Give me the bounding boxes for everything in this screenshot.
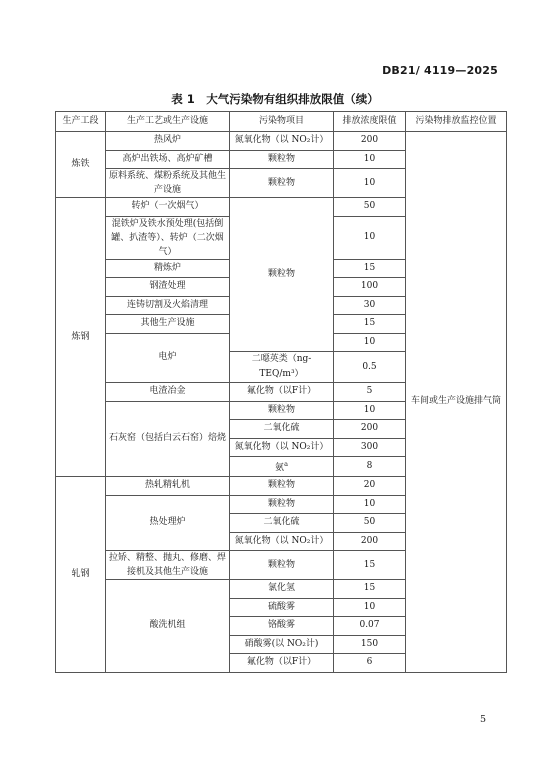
pollutant-cell: 颗粒物 [230,477,334,496]
limit-cell: 10 [334,169,406,198]
limit-cell: 15 [334,315,406,334]
limit-cell: 50 [334,198,406,217]
process-cell: 原料系统、煤粉系统及其他生产设施 [106,169,230,198]
process-cell: 石灰窑（包括白云石窑）焙烧 [106,401,230,477]
column-header: 生产工段 [56,112,106,132]
process-cell: 热轧精轧机 [106,477,230,496]
standard-number: DB21/ 4119—2025 [382,64,498,77]
limit-cell: 10 [334,333,406,352]
pollutant-cell: 氟化物（以F计） [230,383,334,402]
limit-cell: 200 [334,420,406,439]
limit-cell: 15 [334,259,406,278]
limit-cell: 15 [334,580,406,599]
section-iron: 炼铁 [56,132,106,198]
page-number: 5 [479,714,486,725]
footnote-marker: a [284,460,288,468]
process-cell: 电渣冶金 [106,383,230,402]
monitor-location-cell: 车间或生产设施排气筒 [406,132,507,673]
pollutant-cell: 颗粒物 [230,169,334,198]
process-cell: 电炉 [106,333,230,383]
pollutant-cell: 颗粒物 [230,198,334,352]
process-cell: 钢渣处理 [106,278,230,297]
pollutant-cell: 颗粒物 [230,495,334,514]
pollutant-cell: 氮氧化物（以 NO₂计） [230,438,334,457]
pollutant-cell: 氮氧化物（以 NO₂计） [230,132,334,151]
pollutant-cell: 二氧化硫 [230,420,334,439]
pollutant-cell: 颗粒物 [230,551,334,580]
process-cell: 热风炉 [106,132,230,151]
limit-cell: 100 [334,278,406,297]
table-title: 表 1 大气污染物有组织排放限值（续） [171,92,379,106]
limit-cell: 10 [334,401,406,420]
pollutant-cell: 颗粒物 [230,150,334,169]
limit-cell: 6 [334,654,406,673]
section-steel: 炼钢 [56,198,106,477]
process-cell: 精炼炉 [106,259,230,278]
column-header: 排放浓度限值 [334,112,406,132]
pollutant-cell: 氯化氢 [230,580,334,599]
process-cell: 转炉（一次烟气） [106,198,230,217]
limit-cell: 20 [334,477,406,496]
process-cell: 连铸切割及火焰清理 [106,296,230,315]
limit-cell: 8 [334,457,406,477]
limit-cell: 15 [334,551,406,580]
limit-cell: 10 [334,150,406,169]
limit-cell: 0.07 [334,617,406,636]
pollutant-cell [230,457,334,477]
process-cell: 热处理炉 [106,495,230,551]
pollutant-cell: 二噁英类（ng-TEQ/m³） [230,352,334,383]
limit-cell: 200 [334,132,406,151]
limit-cell: 0.5 [334,352,406,383]
pollutant-cell: 硫酸雾 [230,598,334,617]
limit-cell: 300 [334,438,406,457]
limit-cell: 50 [334,514,406,533]
column-header: 生产工艺或生产设施 [106,112,230,132]
limit-cell: 200 [334,532,406,551]
process-cell: 拉矫、精整、抛丸、修磨、焊接机及其他生产设施 [106,551,230,580]
limit-cell: 10 [334,216,406,259]
table-header-row [56,112,507,132]
process-cell: 高炉出铁场、高炉矿槽 [106,150,230,169]
limit-cell: 150 [334,635,406,654]
ammonia-label: 氨 [275,463,285,473]
limit-cell: 5 [334,383,406,402]
process-cell: 酸洗机组 [106,580,230,673]
column-header: 污染物排放监控位置 [406,112,507,132]
emission-limits-table [55,111,507,673]
table-row [56,132,507,151]
pollutant-cell: 二氧化硫 [230,514,334,533]
limit-cell: 30 [334,296,406,315]
pollutant-cell: 铬酸雾 [230,617,334,636]
pollutant-cell: 氮氧化物（以 NO₂计） [230,532,334,551]
section-rolling: 轧钢 [56,477,106,673]
limit-cell: 10 [334,495,406,514]
pollutant-cell: 硝酸雾(以 NO₂计) [230,635,334,654]
process-cell: 其他生产设施 [106,315,230,334]
pollutant-cell: 氟化物（以F计） [230,654,334,673]
pollutant-cell: 颗粒物 [230,401,334,420]
column-header: 污染物项目 [230,112,334,132]
process-cell: 混铁炉及铁水预处理(包括倒罐、扒渣等）、转炉（二次烟气） [106,216,230,259]
limit-cell: 10 [334,598,406,617]
